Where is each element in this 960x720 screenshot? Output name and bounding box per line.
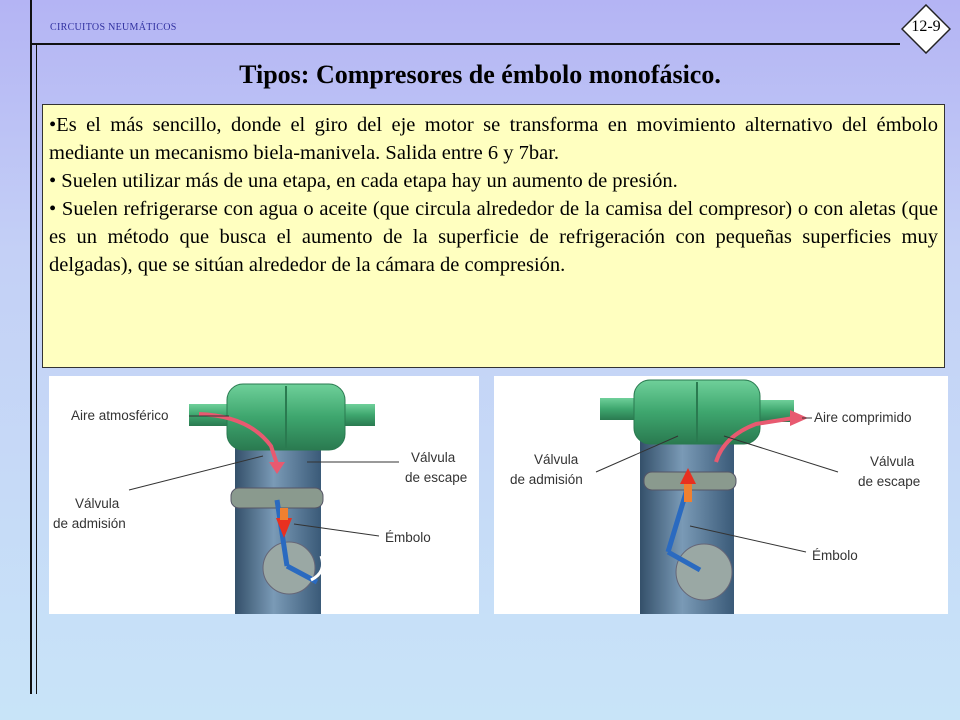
- bullet-2: • Suelen utilizar más de una etapa, en cada etapa hay un aumento de presión.: [49, 170, 678, 192]
- label-exhaust-valve-1: Válvula: [411, 450, 456, 465]
- label-piston: Émbolo: [812, 548, 858, 563]
- label-intake-valve-2: de admisión: [510, 472, 583, 487]
- left-frame-line-inner: [36, 45, 37, 694]
- figure-intake-stroke: [49, 376, 479, 614]
- label-air-intake: Aire atmosférico: [71, 408, 169, 423]
- bullet-3: • Suelen refrigerarse con agua o aceite (que circula alrededor de la camisa del compresor) o con aletas (que es un método que busca el aumento de la superficie de refrigeración con pequeñas superficies muy delgadas), que se sitúan alrededor de la cámara de compresión.: [49, 198, 938, 276]
- crank: [676, 544, 732, 600]
- label-air-compressed: Aire comprimido: [814, 410, 912, 425]
- bullet-1: •Es el más sencillo, donde el giro del eje motor se transforma en movimiento alternativo del émbolo mediante un mecanismo biela-manivela. Salida entre 6 y 7bar.: [49, 114, 938, 164]
- label-piston: Émbolo: [385, 530, 431, 545]
- figure-compression-stroke: [494, 376, 948, 614]
- page-number: 12-9: [911, 18, 941, 35]
- slide-title: Tipos: Compresores de émbolo monofásico.: [239, 60, 721, 89]
- label-intake-valve-2: de admisión: [53, 516, 126, 531]
- label-exhaust-valve-2: de escape: [858, 474, 921, 489]
- label-intake-valve-1: Válvula: [534, 452, 579, 467]
- label-exhaust-valve-2: de escape: [405, 470, 468, 485]
- label-exhaust-valve-1: Válvula: [870, 454, 915, 469]
- label-intake-valve-1: Válvula: [75, 496, 120, 511]
- top-frame-line: [30, 43, 900, 45]
- left-frame-line: [30, 0, 32, 694]
- content-textbox: [42, 104, 945, 368]
- section-header: CIRCUITOS NEUMÁTICOS: [50, 22, 177, 33]
